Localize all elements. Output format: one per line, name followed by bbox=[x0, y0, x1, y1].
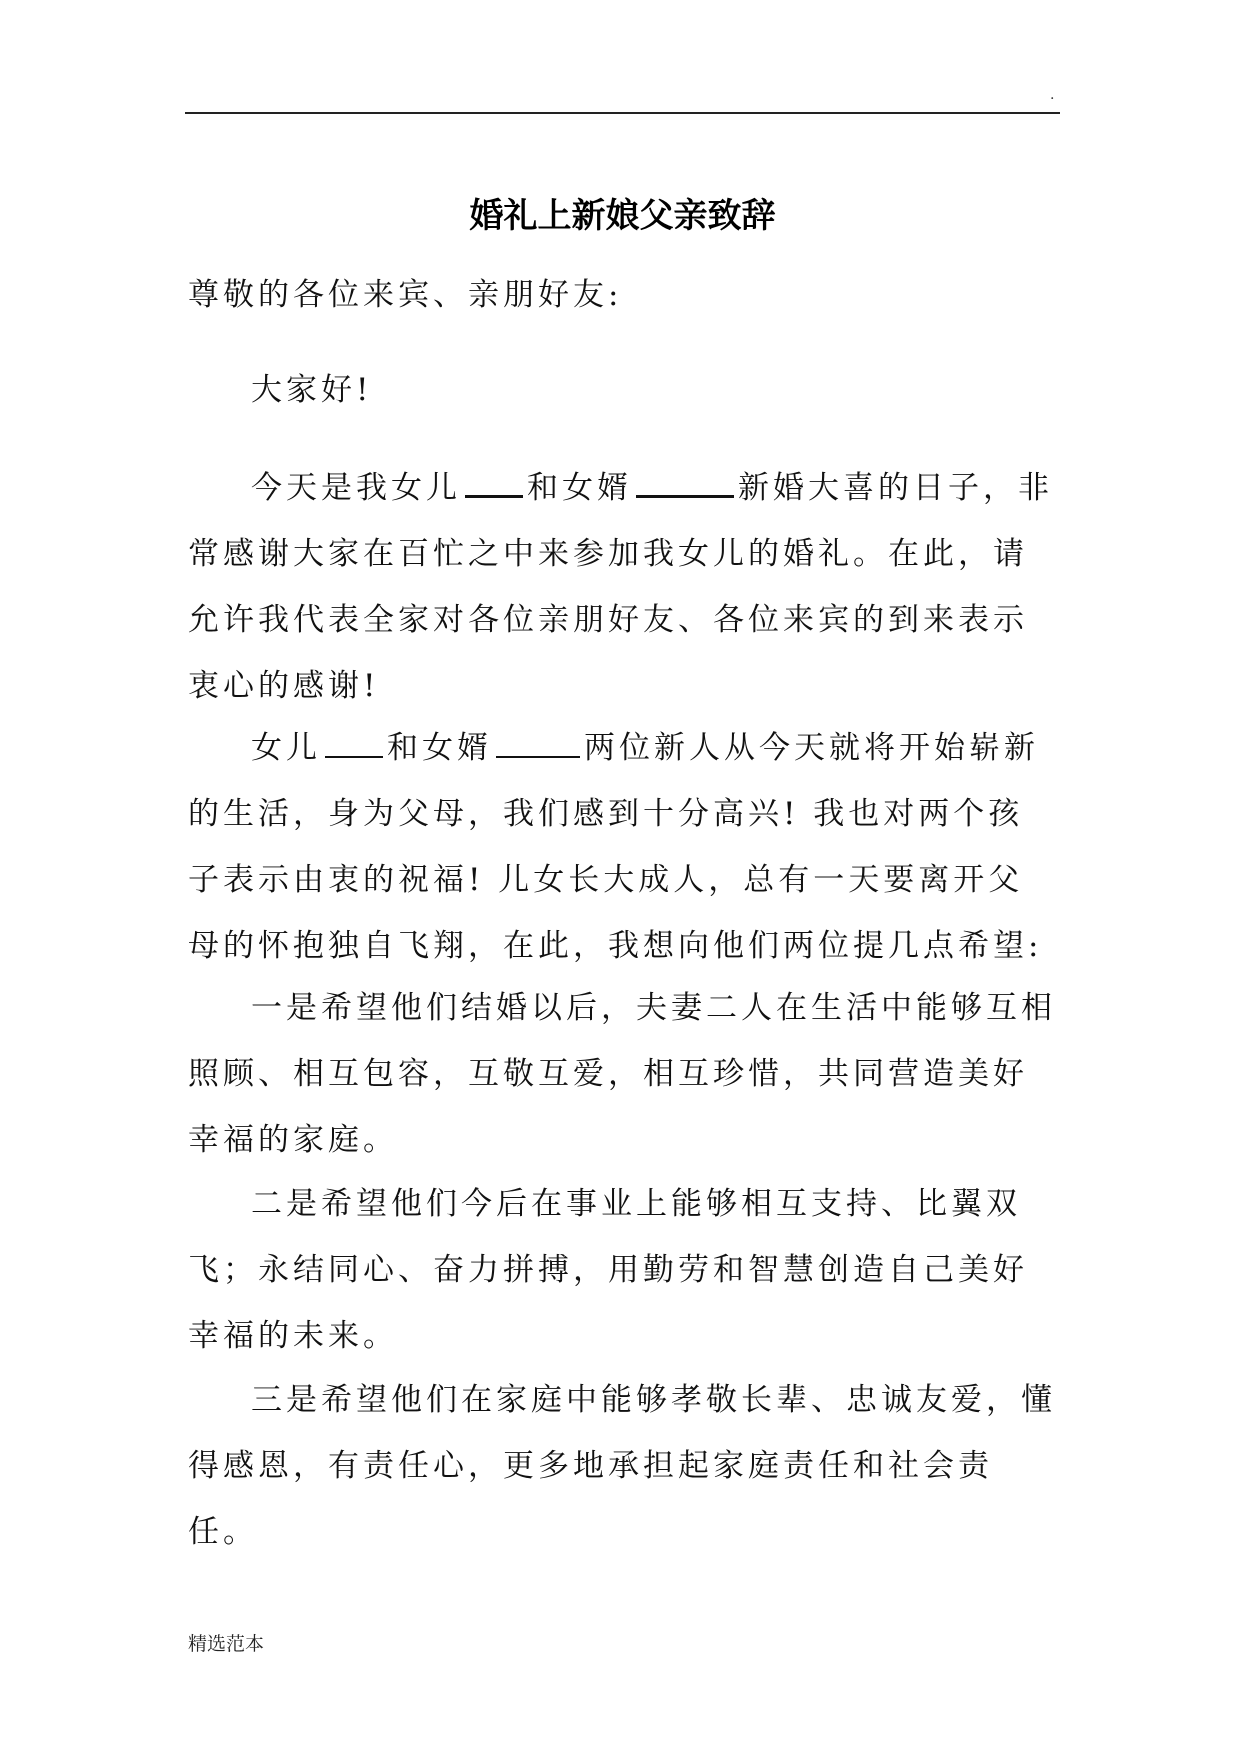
paragraph-2 bbox=[188, 715, 1058, 979]
header-rule bbox=[185, 112, 1060, 114]
hope-2: 二是希望他们今后在事业上能够相互支持、比翼双飞；永结同心、奋力拼搏，用勤劳和智慧创造自己美好幸福的未来。 bbox=[188, 1186, 1028, 1354]
greeting: 大家好! bbox=[251, 372, 373, 408]
hope-1: 一是希望他们结婚以后，夫妻二人在生活中能够互相照顾、相互包容，互敬互爱，相互珍惜，共同营造美好幸福的家庭。 bbox=[188, 990, 1056, 1158]
salutation: 尊敬的各位来宾、亲朋好友: bbox=[188, 277, 623, 313]
son-in-law-name-blank bbox=[636, 467, 734, 498]
paragraph-1-part-2: 和女婿 bbox=[527, 470, 632, 506]
header-mark: . bbox=[1050, 87, 1055, 103]
paragraph-2-part-3: 两位新人从今天就将开始崭新的生活，身为父母，我们感到十分高兴! 我也对两个孩子表示由衷的祝福! 儿女长大成人，总有一天要离开父母的怀抱独自飞翔，在此，我想向他们两位提几点希望: bbox=[188, 730, 1043, 964]
document-title: 婚礼上新娘父亲致辞 bbox=[469, 196, 776, 236]
paragraph-2-part-1: 女儿 bbox=[251, 730, 321, 766]
daughter-name-blank-2 bbox=[325, 728, 383, 758]
paragraph-2-part-2: 和女婿 bbox=[387, 730, 492, 766]
paragraph-1 bbox=[188, 455, 1058, 719]
son-in-law-name-blank-2 bbox=[496, 728, 580, 758]
paragraph-1-part-3: 新婚大喜的日子，非常感谢大家在百忙之中来参加我女儿的婚礼。在此，请允许我代表全家对各位亲朋好友、各位来宾的到来表示衷心的感谢! bbox=[188, 470, 1053, 704]
footer-label: 精选范本 bbox=[188, 1633, 265, 1655]
paragraph-1-part-1: 今天是我女儿 bbox=[251, 470, 461, 506]
daughter-name-blank bbox=[465, 467, 523, 498]
hope-3: 三是希望他们在家庭中能够孝敬长辈、忠诚友爱，懂得感恩，有责任心，更多地承担起家庭责任和社会责任。 bbox=[188, 1382, 1056, 1550]
